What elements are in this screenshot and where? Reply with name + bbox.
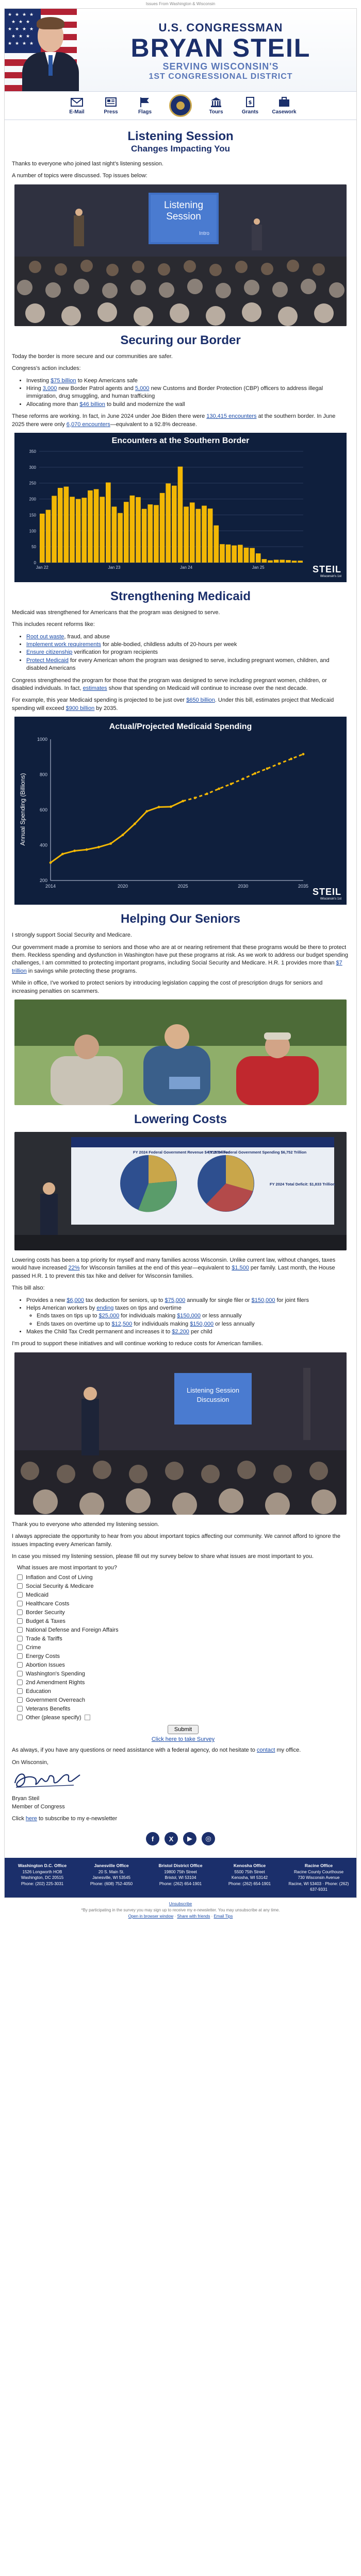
- y-tick-label: 400: [39, 842, 47, 848]
- data-point: [230, 783, 233, 785]
- chart-title: Actual/Projected Medicaid Spending: [109, 722, 252, 732]
- inline-link[interactable]: $6,000: [67, 1297, 84, 1303]
- inline-link[interactable]: Ensure citizenship: [26, 649, 73, 656]
- survey-checkbox[interactable]: [17, 1636, 23, 1641]
- share-link[interactable]: Share with friends: [177, 1914, 210, 1919]
- slide-spending-label: FY 2024 Federal Government Spending $6,752 Trillion: [208, 1149, 307, 1155]
- bar: [250, 548, 255, 563]
- survey-option[interactable]: [17, 1643, 349, 1652]
- inline-link[interactable]: Root out waste: [26, 633, 64, 640]
- preheader: Issues From Washington & Wisconsin: [145, 2, 216, 6]
- office-kenosha: Kenosha Office 5500 75th Street Kenosha, WI 53142 Phone: (262) 654-1901: [228, 1863, 271, 1886]
- data-point: [242, 778, 244, 781]
- bar: [154, 505, 159, 563]
- list-item: • Helps American workers by ending taxes on tips and overtime ◦ Ends taxes on tips up to $25,000 for individuals making $150,000 or less annually ◦ Ends taxes on overtime up to $12,500 for individuals making $150,000 or less annually: [26, 1304, 349, 1328]
- y-tick-label: 250: [29, 481, 36, 486]
- survey-option[interactable]: [17, 1582, 349, 1590]
- survey-option-label: Crime: [26, 1644, 41, 1651]
- list-item: • Root out waste, fraud, and abuse: [26, 633, 349, 641]
- survey-option[interactable]: [17, 1669, 349, 1678]
- survey-option[interactable]: [17, 1660, 349, 1669]
- office-dc: Washington D.C. Office 1526 Longworth HOB Washington, DC 20515 Phone: (202) 225-3031: [18, 1863, 67, 1886]
- survey-option[interactable]: [17, 1617, 349, 1625]
- screen-text-1: Listening: [163, 199, 204, 211]
- survey-option[interactable]: [17, 1704, 349, 1713]
- nav-press-label: Press: [104, 109, 118, 115]
- survey-checkbox[interactable]: [17, 1715, 23, 1720]
- medicaid-paragraph-3: Congress strengthened the program for those that the program was designed to serve including pregnant women, children, or disabled individuals. In fact, estimates show that spending on Medicaid will continue to increase over the next decade.: [12, 677, 327, 692]
- survey-option-label: National Defense and Foreign Affairs: [26, 1626, 119, 1633]
- y-tick-label: 50: [31, 545, 36, 550]
- survey-option-label: Social Security & Medicare: [26, 1583, 94, 1589]
- survey-option[interactable]: [17, 1590, 349, 1599]
- inline-link[interactable]: $75,000: [165, 1297, 186, 1303]
- x-tick-label: 2025: [177, 884, 188, 889]
- bar: [274, 560, 279, 563]
- list-item: • Investing $75 billion to Keep Americans safe: [26, 377, 349, 385]
- data-point: [206, 793, 208, 795]
- listening-session-photo: [14, 184, 347, 326]
- inline-link[interactable]: $25,000: [99, 1313, 120, 1319]
- nav-grants-label: Grants: [241, 109, 259, 115]
- data-point: [266, 768, 269, 770]
- costs-paragraph-3: I'm proud to support these initiatives and will continue working to reduce costs for American families.: [12, 1341, 263, 1347]
- congressional-seal: [169, 94, 192, 117]
- x-tick-label: 2020: [117, 884, 128, 889]
- survey-checkbox[interactable]: [17, 1653, 23, 1659]
- survey-checkbox[interactable]: [17, 1609, 23, 1615]
- data-point: [61, 853, 64, 855]
- survey-paragraph-2: I always appreciate the opportunity to hear from you about important topics affecting our community. We cannot afford to ignore the issues impacting every American family.: [12, 1533, 340, 1548]
- survey-option[interactable]: [17, 1634, 349, 1643]
- medicaid-paragraph-2: This includes recent reforms like:: [12, 621, 95, 628]
- y-tick-label: 100: [29, 529, 36, 534]
- building-icon: [210, 96, 222, 108]
- signer-name: Bryan Steil: [12, 1795, 40, 1802]
- survey-option[interactable]: [17, 1678, 349, 1687]
- section-heading-costs: Lowering Costs: [134, 1112, 227, 1126]
- bar: [40, 514, 45, 563]
- inline-link[interactable]: estimates: [83, 685, 107, 692]
- survey-option-other[interactable]: [17, 1713, 349, 1722]
- section-heading-medicaid: Strengthening Medicaid: [110, 589, 251, 603]
- bar: [214, 526, 219, 563]
- inline-link[interactable]: 130,415 encounters: [206, 413, 257, 420]
- survey-checkbox[interactable]: [17, 1688, 23, 1694]
- survey-option-label: Border Security: [26, 1609, 65, 1616]
- nav-press[interactable]: [94, 96, 128, 115]
- office-racine: Racine Office Racine County Courthouse 730 Wisconsin Avenue Racine, WI 53403 · Phone: (262) 637-9331: [288, 1863, 349, 1892]
- data-point: [278, 762, 281, 765]
- list-item: • Makes the Child Tax Credit permanent and increases it to $2,200 per child: [26, 1328, 349, 1336]
- data-point: [134, 823, 136, 825]
- casework-icon: [278, 96, 290, 108]
- signature-graphic: [12, 1768, 84, 1790]
- costs-paragraph-2: This bill also:: [12, 1285, 45, 1292]
- us-flag-graphic: ★ ★ ★ ★ ★ ★ ★ ★ ★ ★ ★ ★ ★ ★ ★ ★ ★ ★: [5, 9, 77, 91]
- bar: [256, 553, 261, 563]
- x-tick-label: Jan 24: [180, 565, 193, 570]
- nav-flags[interactable]: [128, 96, 162, 115]
- survey-submit-button[interactable]: Submit: [168, 1725, 199, 1734]
- unsubscribe-link[interactable]: Unsubscribe: [169, 1902, 192, 1906]
- x-tick-label: Jan 23: [108, 565, 121, 570]
- bar: [280, 560, 285, 563]
- survey-option-label: Healthcare Costs: [26, 1600, 70, 1607]
- data-point: [254, 772, 256, 775]
- bar: [298, 561, 303, 563]
- slide-deficit-label: FY 2024 Total Deficit: $1,833 Trillion: [270, 1181, 335, 1187]
- survey-checkbox[interactable]: [17, 1662, 23, 1668]
- data-point: [158, 806, 160, 808]
- bar: [94, 489, 99, 563]
- y-tick-label: 1000: [37, 737, 47, 742]
- header-banner: [5, 9, 356, 91]
- x-tick-label: 2035: [298, 884, 309, 889]
- chart-title: Encounters at the Southern Border: [111, 436, 250, 445]
- medicaid-spending-chart: [14, 717, 347, 905]
- bar: [286, 560, 291, 563]
- listening-discussion-photo: [14, 1352, 347, 1515]
- lowering-costs-presentation-photo: [14, 1132, 347, 1250]
- survey-option-label: 2nd Amendment Rights: [26, 1679, 85, 1686]
- nav-tours[interactable]: [199, 96, 233, 115]
- survey-option[interactable]: [17, 1687, 349, 1696]
- survey-option-label: Abortion Issues: [26, 1662, 65, 1668]
- bar: [136, 497, 141, 563]
- main-title: Listening Session: [127, 129, 234, 143]
- survey-checkbox[interactable]: [17, 1574, 23, 1580]
- office-bristol: Bristol District Office 19800 75th Street Bristol, WI 53104 Phone: (262) 654-1901: [158, 1863, 203, 1886]
- y-tick-label: 0: [34, 560, 36, 565]
- inline-link[interactable]: $650 billion: [186, 697, 215, 704]
- section-heading-seniors: Helping Our Seniors: [120, 912, 241, 926]
- section-heading-border: Securing our Border: [120, 333, 241, 347]
- inline-link[interactable]: 22%: [68, 1265, 80, 1272]
- signer-role: Member of Congress: [12, 1803, 65, 1810]
- congressman-portrait: [20, 12, 81, 91]
- footer-note: *By participating in the survey you may sign up to receive my e-newsletter. You may unsubscribe at any time.: [81, 1908, 280, 1912]
- bar: [232, 546, 237, 563]
- data-point: [86, 849, 88, 851]
- y-tick-label: 200: [29, 497, 36, 502]
- newsletter: [4, 8, 357, 1898]
- closing-paragraph: As always, if you have any questions or need assistance with a federal agency, do not hesitate to contact my office.: [12, 1747, 301, 1754]
- inline-link[interactable]: $150,000: [251, 1297, 275, 1303]
- medicaid-list: [26, 633, 349, 673]
- header-district-line: 1ST CONGRESSIONAL DISTRICT: [149, 72, 293, 81]
- inline-link[interactable]: 6,070 encounters: [66, 421, 110, 428]
- bar: [58, 488, 63, 563]
- border-paragraph-2: Congress's action includes:: [12, 365, 81, 372]
- border-paragraph-3: These reforms are working. In fact, in June 2024 under Joe Biden there were 130,415 encounters at the southern border. In June 2025 there were only 6,070 encounters—equivalent to a 92.8% decrease.: [12, 413, 336, 428]
- office-locations: [5, 1858, 356, 1897]
- inline-link[interactable]: Protect Medicaid: [26, 657, 69, 664]
- contact-link[interactable]: contact: [256, 1747, 275, 1754]
- nav-email-label: E-Mail: [69, 109, 85, 115]
- bar: [52, 496, 57, 563]
- survey-option-label: Government Overreach: [26, 1697, 85, 1703]
- bar: [100, 497, 105, 563]
- youtube-icon[interactable]: ▶: [183, 1832, 196, 1845]
- screen-text-3: Intro: [199, 230, 210, 236]
- data-point: [109, 842, 112, 845]
- bar: [268, 561, 273, 563]
- data-point: [170, 806, 172, 808]
- intro-paragraph-2: A number of topics were discussed. Top issues below:: [12, 173, 147, 179]
- survey-other-input[interactable]: [85, 1715, 90, 1720]
- bar: [184, 506, 189, 563]
- steil-logo: STEIL Wisconsin's 1st: [312, 564, 341, 578]
- nav-tours-label: Tours: [209, 109, 223, 115]
- list-item: ◦ Ends taxes on tips up to $25,000 for individuals making $150,000 or less annually: [37, 1312, 349, 1320]
- facebook-icon[interactable]: f: [146, 1832, 159, 1845]
- survey-option[interactable]: [17, 1573, 349, 1582]
- survey-option[interactable]: [17, 1599, 349, 1608]
- bar: [196, 509, 201, 563]
- nav-casework-label: Casework: [272, 109, 297, 115]
- survey-option[interactable]: [17, 1696, 349, 1704]
- x-twitter-icon[interactable]: X: [165, 1832, 178, 1845]
- survey-checkbox[interactable]: [17, 1627, 23, 1633]
- office-janesville: Janesville Office 20 S. Main St. Janesville, WI 53545 Phone: (608) 752-4050: [90, 1863, 133, 1886]
- svg-text:$: $: [248, 100, 252, 106]
- survey-checkbox[interactable]: [17, 1592, 23, 1598]
- bar: [88, 490, 93, 563]
- y-tick-label: 350: [29, 449, 36, 454]
- steil-logo: STEIL Wisconsin's 1st: [312, 887, 341, 901]
- bar: [160, 493, 165, 563]
- border-paragraph-1: Today the border is more secure and our communities are safer.: [12, 353, 173, 360]
- inline-link[interactable]: 3,000: [42, 385, 57, 392]
- bar: [130, 496, 135, 563]
- survey-option-label: Other (please specify): [26, 1714, 81, 1721]
- y-axis-label: Annual Spending (Billions): [19, 773, 26, 846]
- border-list: [26, 377, 349, 409]
- email-tips-link[interactable]: Email Tips: [214, 1914, 233, 1919]
- bar: [262, 559, 267, 563]
- header-name: BRYAN STEIL: [130, 33, 311, 62]
- bar: [118, 513, 123, 563]
- y-tick-label: 150: [29, 513, 36, 518]
- survey-option-label: Trade & Tariffs: [26, 1635, 62, 1642]
- nav-email[interactable]: [60, 96, 94, 115]
- bar: [64, 486, 69, 562]
- nav-grants[interactable]: [233, 96, 267, 115]
- bar: [142, 509, 147, 563]
- bar: [292, 561, 297, 563]
- bar: [208, 509, 213, 563]
- instagram-icon[interactable]: ◎: [202, 1832, 215, 1845]
- mail-icon: [71, 96, 83, 108]
- survey-option[interactable]: [17, 1608, 349, 1617]
- survey-checkbox[interactable]: [17, 1601, 23, 1606]
- bar: [112, 506, 117, 563]
- data-point: [145, 810, 148, 813]
- inline-link[interactable]: $75 billion: [51, 377, 76, 384]
- data-point: [122, 834, 124, 836]
- data-point: [302, 753, 305, 756]
- bar: [226, 545, 231, 563]
- bar: [124, 502, 129, 563]
- survey-option-label: Energy Costs: [26, 1653, 60, 1659]
- flag-icon: [139, 96, 151, 108]
- slide-revenue-label: FY 2024 Federal Government Revenue $4,918 Trillion: [133, 1149, 231, 1155]
- list-item: • Allocating more than $46 billion to build and modernize the wall: [26, 401, 349, 409]
- survey-paragraph-3: In case you missed my listening session, please fill out my survey below to share what issues are most important to you.: [12, 1553, 314, 1560]
- bar: [220, 544, 225, 563]
- inline-link[interactable]: $900 billion: [65, 705, 95, 711]
- x-tick-label: 2030: [238, 884, 249, 889]
- survey-option-label: Medicaid: [26, 1591, 49, 1598]
- bar: [70, 497, 75, 563]
- issues-survey-form: [17, 1565, 349, 1742]
- open-in-browser-link[interactable]: Open in browser window: [128, 1914, 174, 1919]
- costs-paragraph-1: Lowering costs has been a top priority for myself and many families across Wisconsin. Unlike current law, without changes, taxes would have increased 22% for Wisconsin families at the end of this year—equivalent to $1,500 per family. Last month, the House passed H.R. 1 to prevent this tax hike and deliver for Wisconsin families.: [12, 1257, 336, 1279]
- y-tick-label: 300: [29, 465, 36, 470]
- medicaid-paragraph-4: For example, this year Medicaid spending is projected to be just over $650 billion. Under this bill, estimates project that Medicaid spending will exceed $900 billion by 2035.: [12, 697, 334, 711]
- inline-link[interactable]: Implement work requirements: [26, 641, 101, 648]
- bar: [238, 545, 243, 563]
- costs-list: [26, 1297, 349, 1336]
- bar: [81, 498, 87, 563]
- survey-option-label: Veterans Benefits: [26, 1705, 71, 1712]
- list-item: • Implement work requirements for able-bodied, childless adults of 20-hours per week: [26, 641, 349, 649]
- medicaid-paragraph-1: Medicaid was strengthened for Americans that the program was designed to serve.: [12, 609, 220, 616]
- seniors-paragraph-3: While in office, I've worked to protect seniors by introducing legislation capping the cost of prescription drugs for seniors and increasing penalties on scammers.: [12, 980, 323, 994]
- bar: [106, 482, 111, 563]
- data-point: [97, 846, 100, 849]
- survey-checkbox[interactable]: [17, 1671, 23, 1676]
- survey-paragraph-1: Thank you to everyone who attended my listening session.: [12, 1521, 159, 1528]
- seniors-paragraph-2: Our government made a promise to seniors and those who are at or nearing retirement that these programs would be there to protect them. Reckless spending and dysfunction in Washington have put these programs at risk. As we work to address our budget spending challenges, I am committed to protecting important programs, including Social Security and Medicare. H.R. 1 provides more than $7 trillion in savings while protecting these programs.: [12, 944, 349, 974]
- bar: [202, 505, 207, 562]
- survey-checkbox[interactable]: [17, 1645, 23, 1650]
- survey-option[interactable]: [17, 1652, 349, 1660]
- data-point: [290, 758, 292, 760]
- seniors-conversation-photo: [14, 999, 347, 1105]
- inline-link[interactable]: $150,000: [190, 1320, 214, 1327]
- grants-icon: [244, 96, 256, 108]
- survey-option-label: Budget & Taxes: [26, 1618, 65, 1624]
- series-line-actual: [51, 801, 183, 863]
- data-point: [182, 800, 184, 803]
- x-tick-label: Jan 22: [36, 565, 48, 570]
- x-tick-label: Jan 25: [252, 565, 265, 570]
- survey-checkbox[interactable]: [17, 1680, 23, 1685]
- inline-link[interactable]: $1,500: [232, 1265, 249, 1272]
- screen-text-4: Listening Session: [187, 1386, 239, 1394]
- survey-option[interactable]: [17, 1625, 349, 1634]
- bar: [46, 510, 51, 562]
- data-point: [218, 788, 220, 790]
- y-tick-label: 200: [39, 878, 47, 884]
- bar: [190, 502, 195, 563]
- survey-option-label: Education: [26, 1688, 51, 1694]
- inline-link[interactable]: $7 trillion: [12, 960, 342, 974]
- bar: [244, 548, 249, 563]
- header-title-line: U.S. CONGRESSMAN: [158, 21, 283, 34]
- screen-text-5: Discussion: [196, 1395, 229, 1403]
- subscribe-link[interactable]: here: [25, 1815, 37, 1822]
- bar: [166, 483, 171, 563]
- survey-checkbox[interactable]: [17, 1583, 23, 1589]
- inline-link[interactable]: $46 billion: [79, 401, 105, 408]
- border-encounters-chart: [14, 433, 347, 582]
- x-tick-label: 2014: [45, 884, 56, 889]
- inline-link[interactable]: $150,000: [177, 1313, 201, 1319]
- survey-checkbox[interactable]: [17, 1706, 23, 1711]
- list-item: • Hiring 3,000 new Border Patrol agents and 5,000 new Customs and Border Protection (CBP) officers to address illegal immigration, drug smuggling, and human trafficking: [26, 385, 349, 401]
- survey-option-label: Inflation and Cost of Living: [26, 1574, 93, 1581]
- subscribe-line: Click here to subscribe to my e-newsletter: [12, 1815, 118, 1822]
- survey-question: What issues are most important to you?: [17, 1565, 117, 1571]
- sign-off: On Wisconsin,: [12, 1759, 48, 1766]
- header-subtitle-line: SERVING WISCONSIN'S: [162, 61, 279, 72]
- inline-link[interactable]: $12,500: [111, 1320, 133, 1327]
- list-item: ◦ Ends taxes on overtime up to $12,500 for individuals making $150,000 or less annually: [37, 1320, 349, 1328]
- list-item: • Provides a new $6,000 tax deduction for seniors, up to $75,000 annually for single filer or $150,000 for joint filers: [26, 1297, 349, 1304]
- inline-link[interactable]: $2,200: [172, 1329, 189, 1335]
- nav-casework[interactable]: [267, 96, 301, 115]
- y-tick-label: 800: [39, 772, 47, 777]
- survey-checkbox[interactable]: [17, 1697, 23, 1703]
- list-item: • Ensure citizenship verification for program recipients: [26, 649, 349, 656]
- footer: Unsubscribe *By participating in the survey you may sign up to receive my e-newsletter. You may unsubscribe at any time. Open in browser window · Share with friends · Email Tips: [0, 1898, 361, 1925]
- bar: [147, 504, 153, 563]
- data-point: [50, 861, 52, 864]
- intro-paragraph: Thanks to everyone who joined last night's listening session.: [12, 161, 163, 167]
- take-survey-link[interactable]: Click here to take Survey: [151, 1736, 215, 1743]
- list-item: • Protect Medicaid for every American whom the program was designed to serve, including pregnant women, children, and disabled Americans: [26, 657, 349, 673]
- screen-text-2: Session: [166, 211, 201, 222]
- bar: [172, 486, 177, 563]
- survey-checkbox[interactable]: [17, 1618, 23, 1624]
- bar: [76, 499, 81, 562]
- bar: [178, 467, 183, 563]
- seniors-paragraph-1: I strongly support Social Security and Medicare.: [12, 932, 132, 939]
- inline-link[interactable]: ending: [96, 1304, 114, 1311]
- y-tick-label: 600: [39, 807, 47, 813]
- main-subtitle: Changes Impacting You: [130, 144, 231, 154]
- nav-bar: [5, 91, 356, 120]
- newspaper-icon: [105, 96, 117, 108]
- nav-flags-label: Flags: [138, 109, 152, 115]
- social-links: [12, 1832, 349, 1845]
- survey-option-label: Washington's Spending: [26, 1670, 85, 1677]
- data-point: [194, 797, 196, 800]
- inline-link[interactable]: 5,000: [135, 385, 150, 392]
- data-point: [73, 850, 76, 852]
